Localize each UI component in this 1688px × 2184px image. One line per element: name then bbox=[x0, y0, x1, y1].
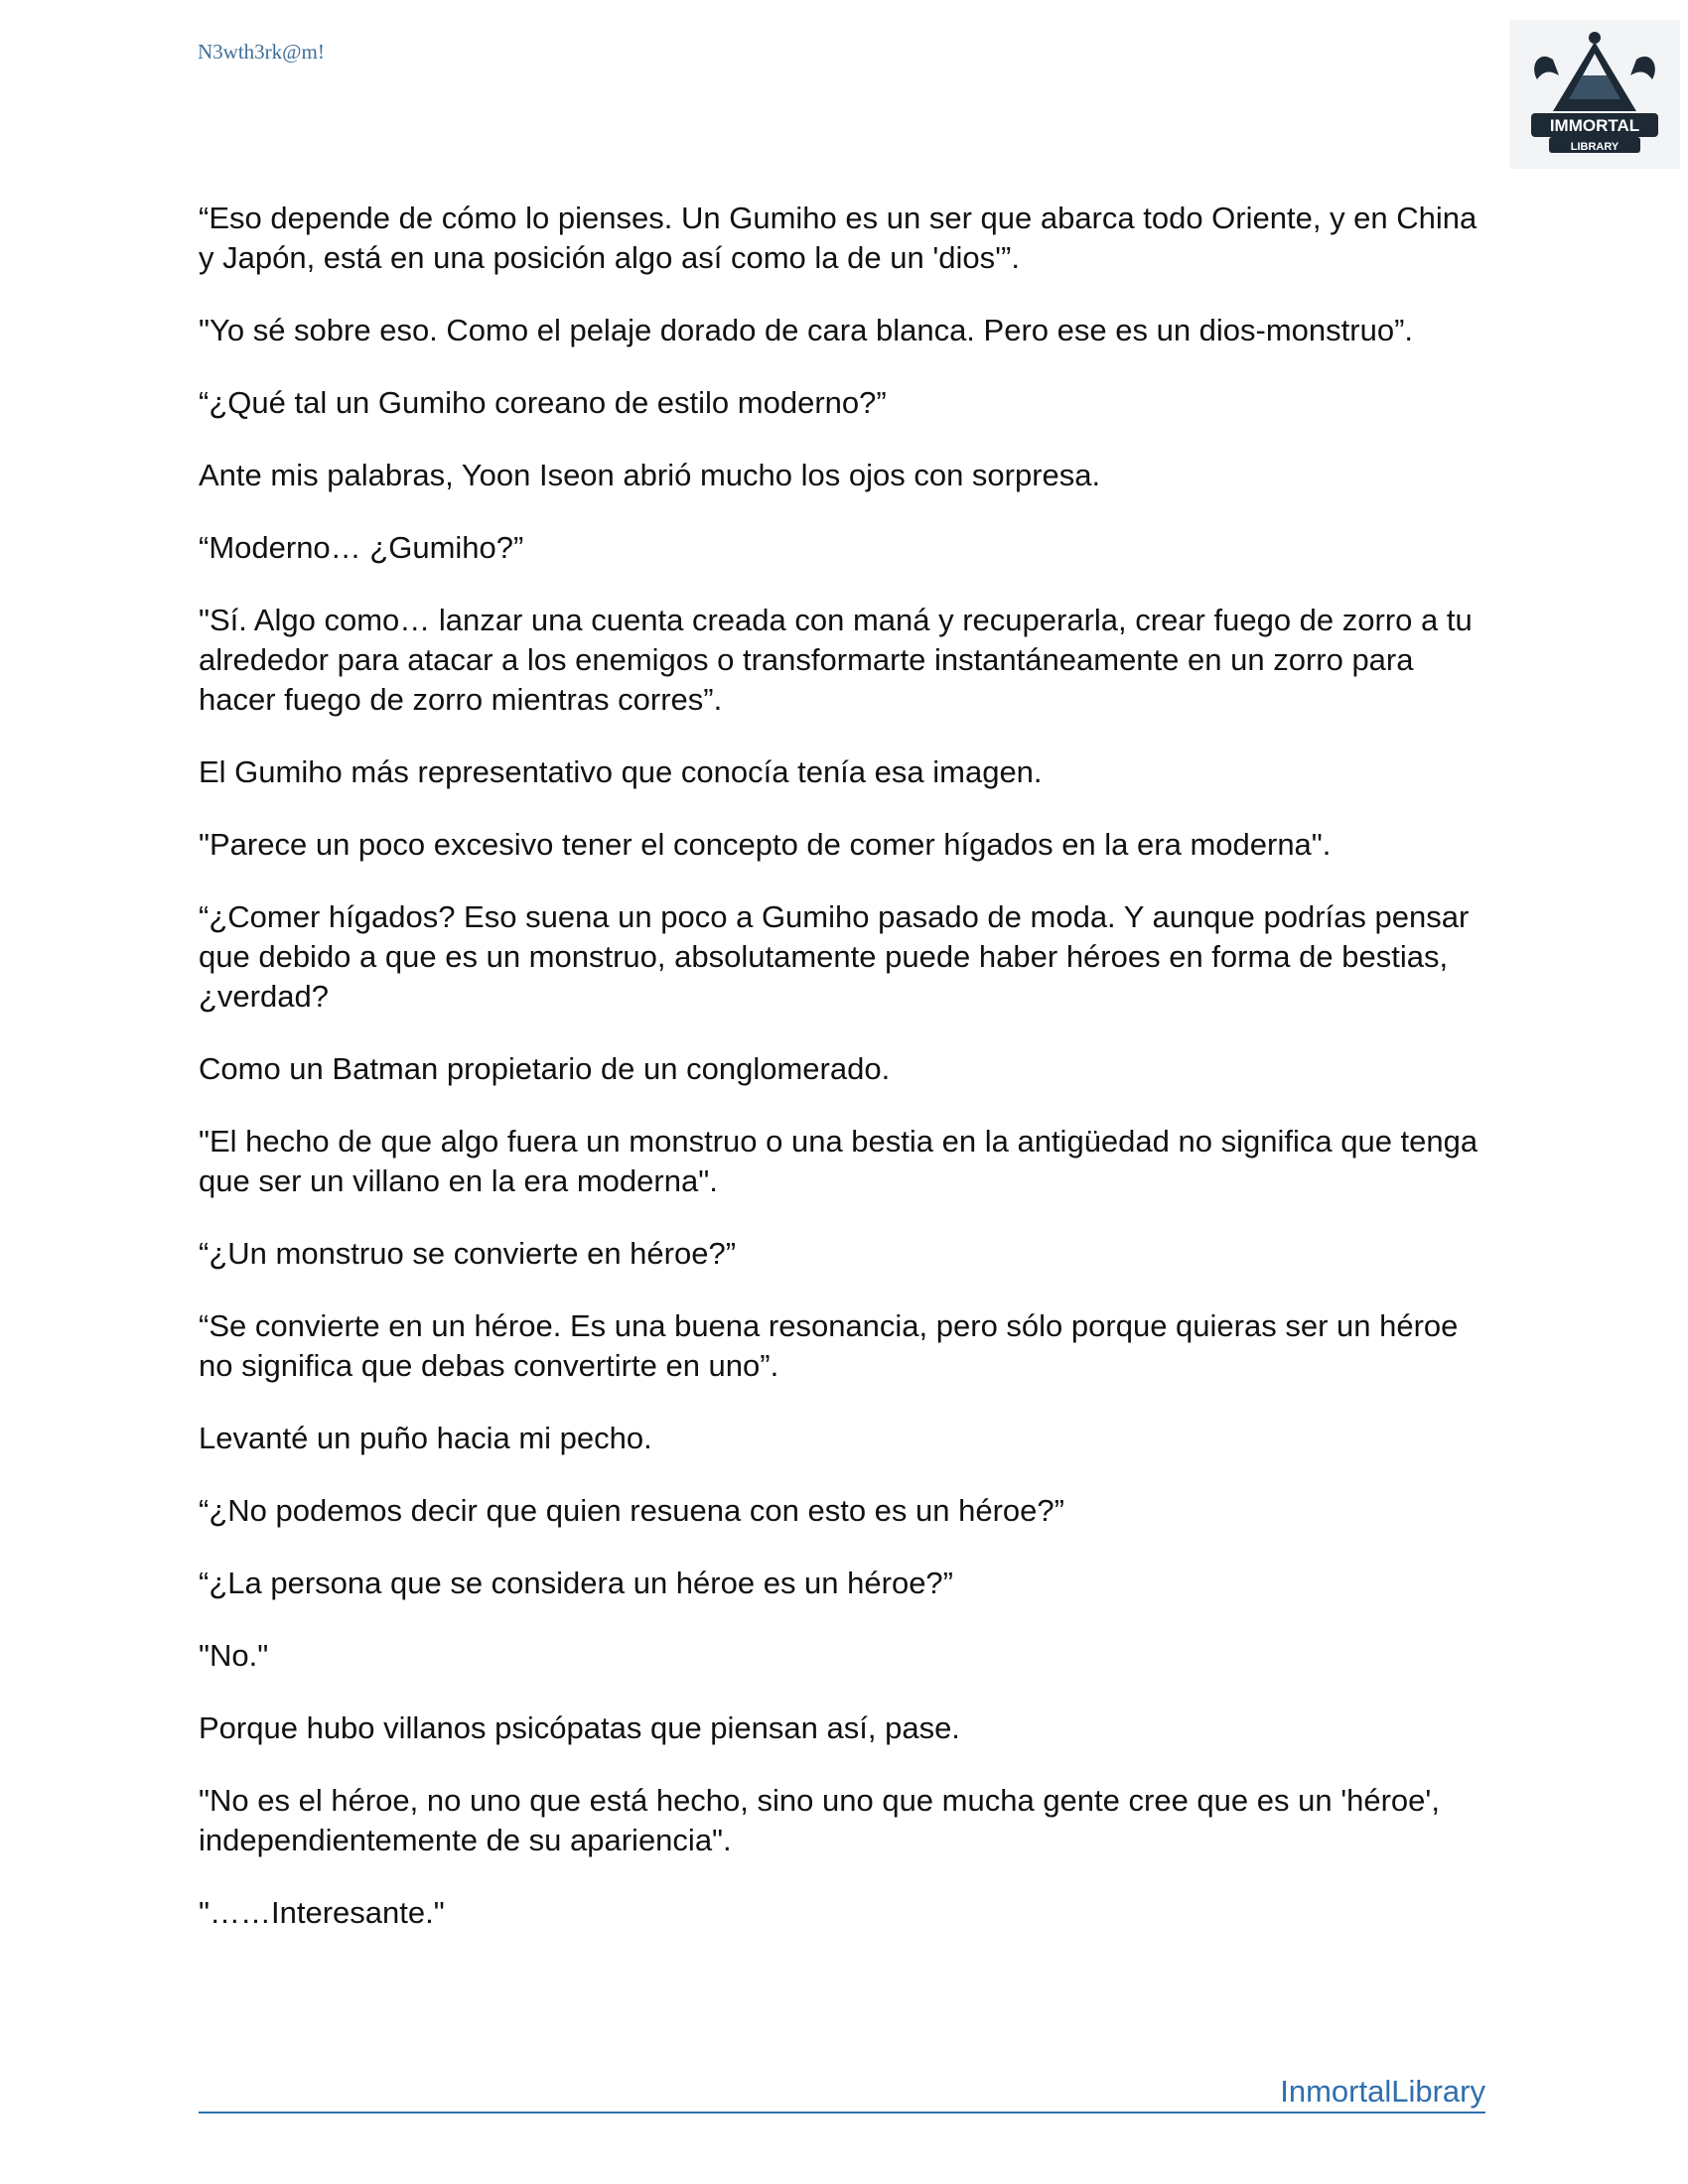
paragraph: "Sí. Algo como… lanzar una cuenta creada con maná y recuperarla, crear fuego de zorro a tu alrededor para atacar a los enemigos o transformarte instantáneamente en un zorro para hacer fuego de zorro mientras corres”. bbox=[199, 603, 1473, 717]
paragraph: "No." bbox=[199, 1638, 269, 1673]
paragraph: Ante mis palabras, Yoon Iseon abrió mucho los ojos con sorpresa. bbox=[199, 458, 1101, 492]
paragraph: “Se convierte en un héroe. Es una buena resonancia, pero sólo porque quieras ser un héroe no significa que debas convertirte en uno”. bbox=[199, 1308, 1459, 1383]
header-watermark: N3wth3rk@m! bbox=[198, 40, 325, 64]
paragraph: "Parece un poco excesivo tener el concepto de comer hígados en la era moderna". bbox=[199, 827, 1332, 862]
paragraph: Levanté un puño hacia mi pecho. bbox=[199, 1421, 652, 1455]
paragraph: “¿No podemos decir que quien resuena con esto es un héroe?” bbox=[199, 1493, 1064, 1528]
svg-text:IMMORTAL: IMMORTAL bbox=[1549, 116, 1640, 135]
paragraph: “¿La persona que se considera un héroe es un héroe?” bbox=[199, 1566, 953, 1600]
footer-rule bbox=[199, 2070, 1485, 2114]
paragraph: “Moderno… ¿Gumiho?” bbox=[199, 530, 524, 565]
paragraph: “¿Un monstruo se convierte en héroe?” bbox=[199, 1236, 737, 1271]
paragraph: "Yo sé sobre eso. Como el pelaje dorado de cara blanca. Pero ese es un dios-monstruo”. bbox=[199, 313, 1414, 347]
paragraph: "……Interesante." bbox=[199, 1895, 445, 1930]
document-body bbox=[199, 199, 1489, 1966]
paragraph: Como un Batman propietario de un conglomerado. bbox=[199, 1051, 891, 1086]
paragraph: El Gumiho más representativo que conocía tenía esa imagen. bbox=[199, 754, 1043, 789]
paragraph: “¿Qué tal un Gumiho coreano de estilo moderno?” bbox=[199, 385, 887, 420]
immortal-library-logo bbox=[1509, 20, 1680, 169]
paragraph: “Eso depende de cómo lo pienses. Un Gumiho es un ser que abarca todo Oriente, y en China y Japón, está en una posición algo así como la de un 'dios'”. bbox=[199, 201, 1477, 275]
footer-link[interactable]: InmortalLibrary bbox=[1280, 2074, 1485, 2109]
paragraph: "No es el héroe, no uno que está hecho, sino uno que mucha gente cree que es un 'héroe', independientemente de su apariencia". bbox=[199, 1783, 1440, 1857]
paragraph: "El hecho de que algo fuera un monstruo o una bestia en la antigüedad no significa que tenga que ser un villano en la era moderna". bbox=[199, 1124, 1478, 1198]
svg-text:LIBRARY: LIBRARY bbox=[1570, 141, 1619, 153]
paragraph: Porque hubo villanos psicópatas que piensan así, pase. bbox=[199, 1710, 960, 1745]
paragraph: “¿Comer hígados? Eso suena un poco a Gumiho pasado de moda. Y aunque podrías pensar que debido a que es un monstruo, absolutamente puede haber héroes en forma de bestias, ¿verdad? bbox=[199, 899, 1470, 1014]
